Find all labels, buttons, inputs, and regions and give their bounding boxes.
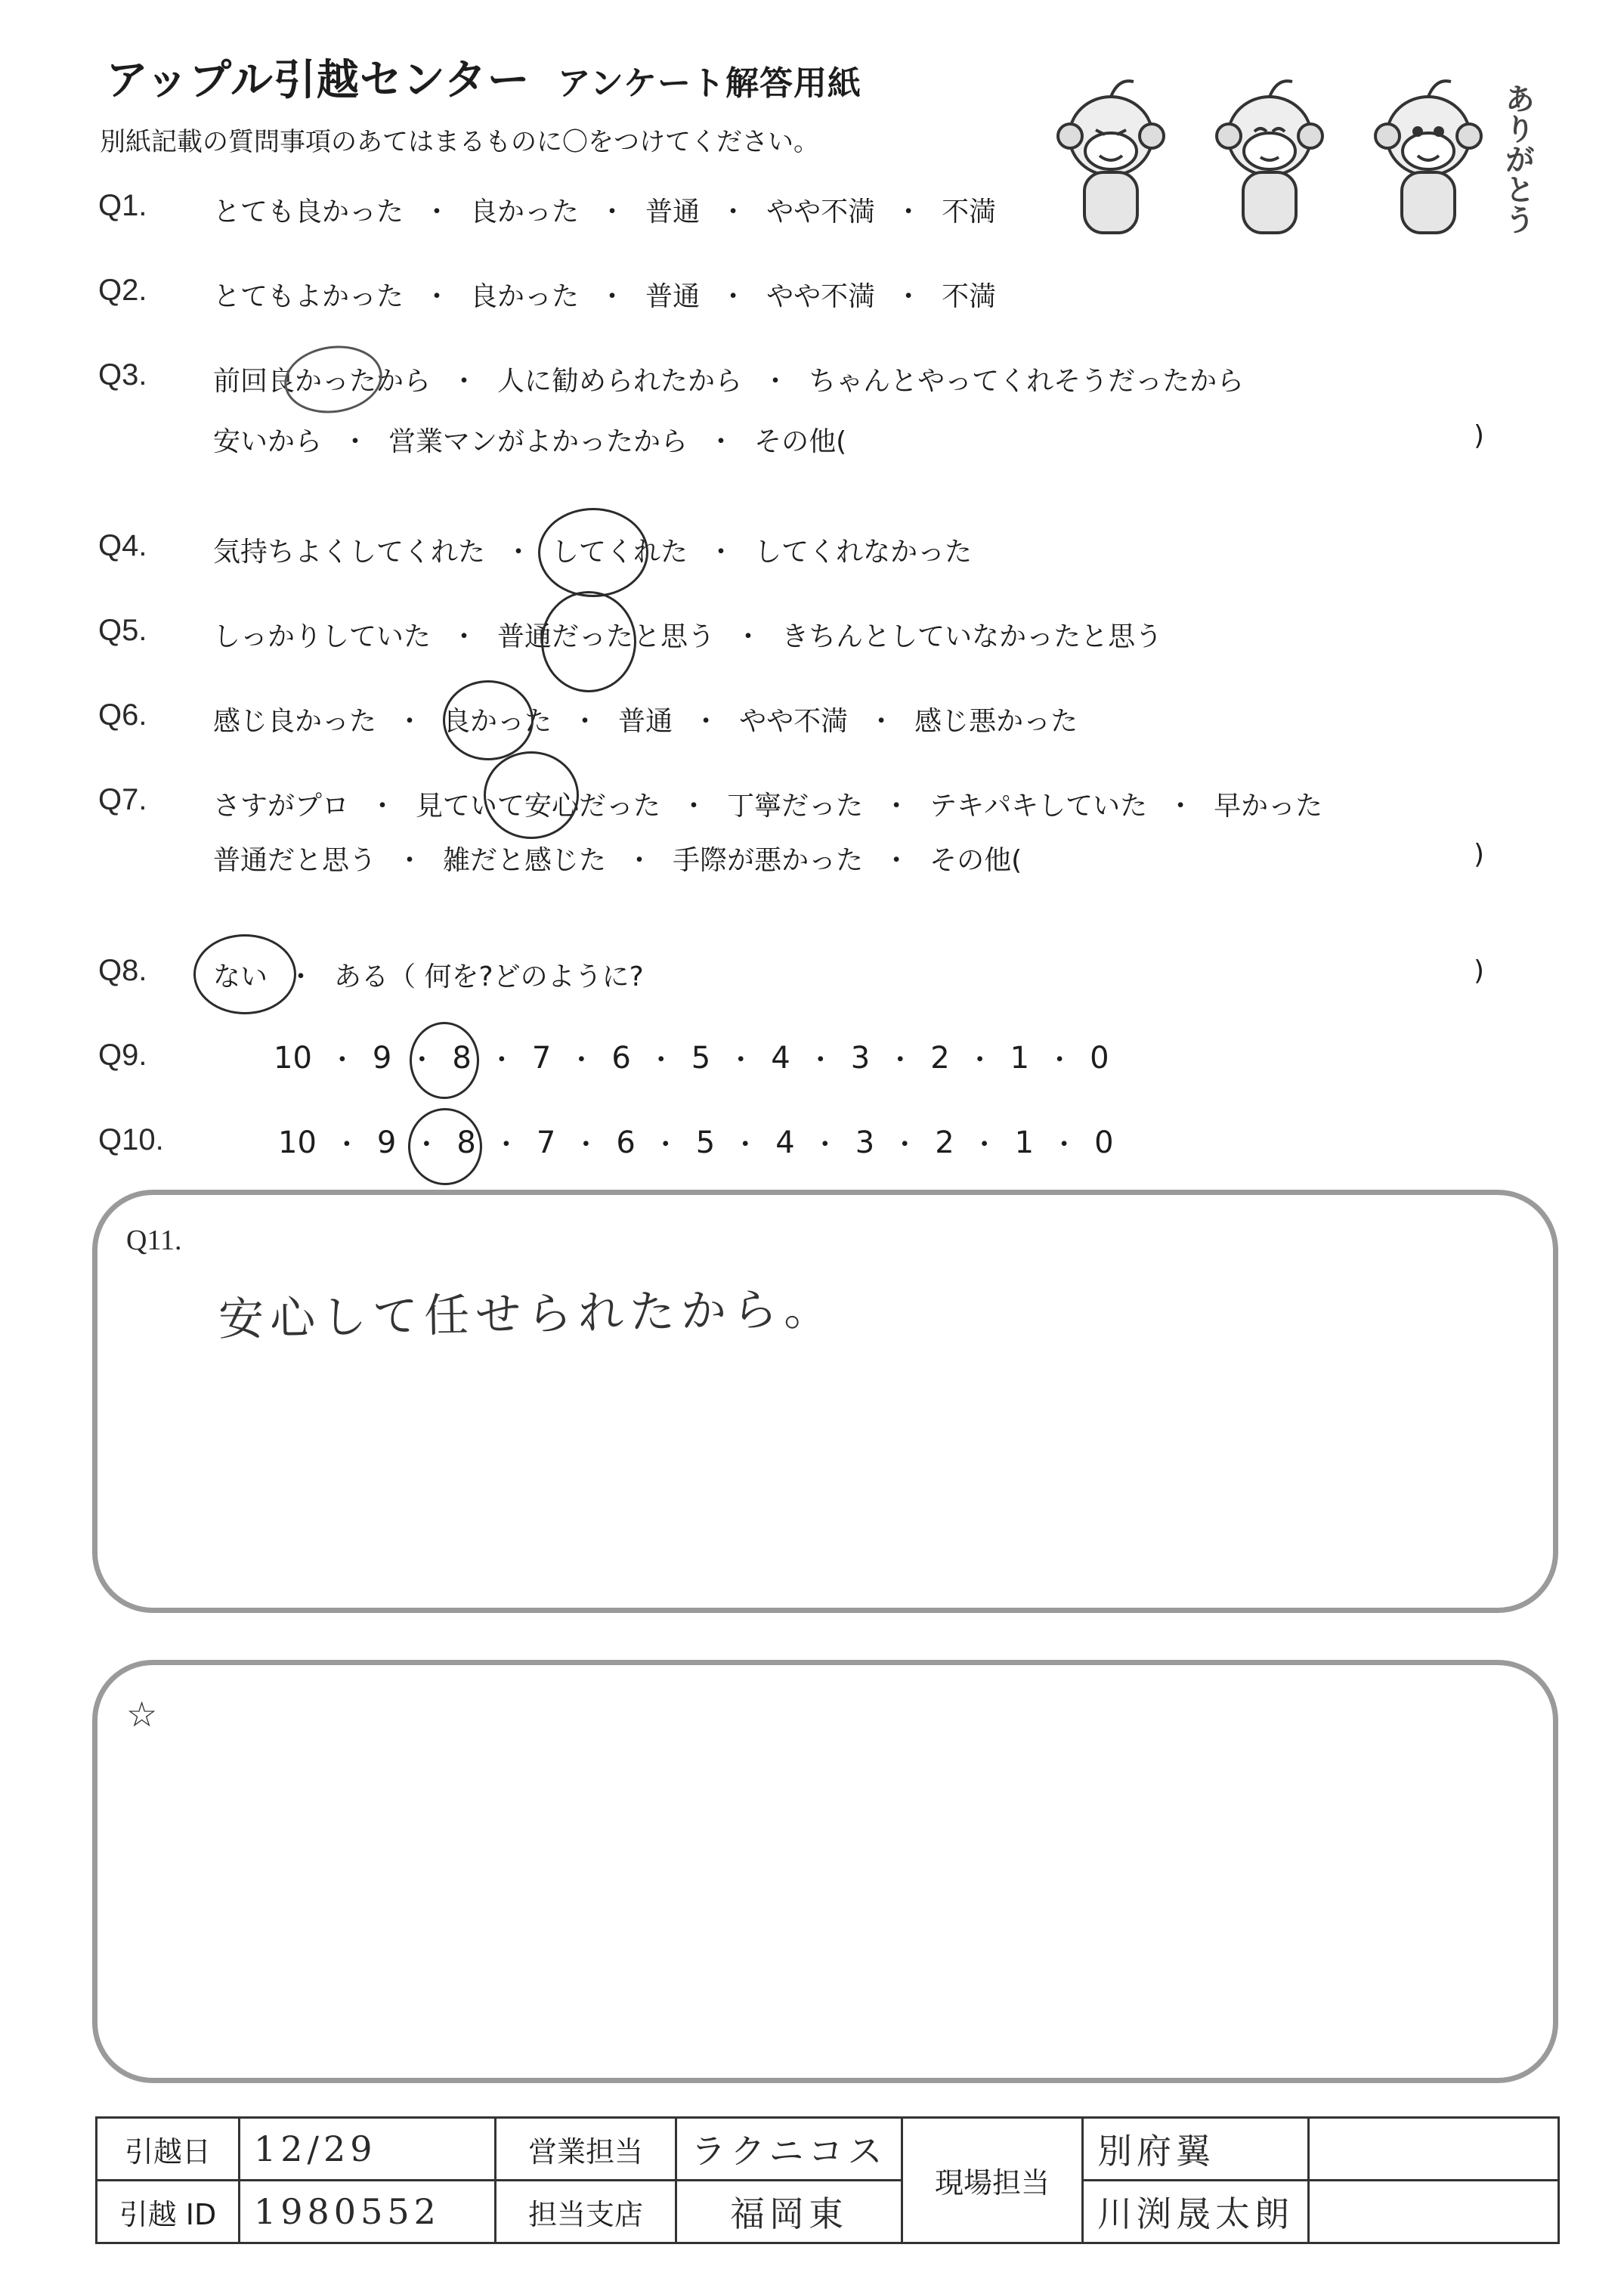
q1-label: Q1. [98, 189, 147, 222]
empty-cell [1309, 2181, 1559, 2243]
q7-option[interactable]: テキパキしていた [930, 791, 1148, 822]
move-id-value: 1980552 [240, 2181, 496, 2243]
q7-option[interactable]: 普通だと思う [213, 845, 377, 876]
q1-option[interactable]: とても良かった [213, 197, 404, 228]
q9-score-9[interactable]: 9 [372, 1040, 392, 1076]
star-label: ☆ [126, 1695, 158, 1734]
move-date-value: 12/29 [240, 2118, 496, 2181]
q5-label: Q5. [98, 614, 147, 647]
q5-option[interactable]: きちんとしていなかったと思う [781, 621, 1163, 652]
staff-info-table [95, 2116, 1560, 2244]
q4-options: 気持ちよくしてくれた ・ してくれた ・ してくれなかった [213, 531, 972, 569]
q5-option[interactable]: しっかりしていた [213, 621, 432, 652]
form-title: アンケート解答用紙 [557, 64, 861, 103]
q7-option[interactable]: 丁寧だった [727, 791, 864, 822]
q2-label: Q2. [98, 274, 147, 307]
q3-option[interactable]: 営業マンがよかったから [388, 426, 688, 457]
q1-option[interactable]: 良かった [470, 197, 580, 228]
q9-score-6[interactable]: 6 [611, 1040, 631, 1076]
monkey-mascots-illustration [1028, 53, 1557, 249]
q5-options: しっかりしていた ・ 普通だったと思う ・ きちんとしていなかったと思う [213, 615, 1162, 654]
q9-label: Q9. [98, 1039, 147, 1072]
q1-options: とても良かった ・ 良かった ・ 普通 ・ やや不満 ・ 不満 [213, 190, 996, 229]
q8-options: ない ・ ある（ 何を?どのように? [213, 955, 644, 994]
q2-options: とてもよかった ・ 良かった ・ 普通 ・ やや不満 ・ 不満 [213, 275, 996, 314]
q7-options-line1: さすがプロ ・ 見ていて安心だった ・ 丁寧だった ・ テキパキしていた ・ 早かった [213, 785, 1322, 823]
q10-score-10[interactable]: 10 [278, 1125, 317, 1160]
q10-score-2[interactable]: 2 [935, 1125, 954, 1160]
q7-option[interactable]: 雑だと感じた [443, 845, 607, 876]
empty-cell [1309, 2118, 1559, 2181]
q1-option[interactable]: 普通 [645, 197, 701, 228]
q2-option[interactable]: とてもよかった [213, 281, 404, 312]
q3-option[interactable]: ちゃんとやってくれそうだったから [809, 366, 1245, 397]
q6-option[interactable]: やや不満 [739, 706, 849, 737]
q10-score-4[interactable]: 4 [775, 1125, 795, 1160]
move-id-label: 引越 ID [97, 2181, 240, 2243]
instruction-text: 別紙記載の質問事項のあてはまるものに〇をつけてください。 [100, 127, 819, 157]
q7-label: Q7. [98, 783, 147, 816]
move-date-label: 引越日 [97, 2118, 240, 2181]
q9-score-5[interactable]: 5 [691, 1040, 711, 1076]
q9-score-4[interactable]: 4 [771, 1040, 790, 1076]
q10-score-9[interactable]: 9 [376, 1125, 397, 1160]
q3-label: Q3. [98, 358, 147, 392]
mascot-caption: ありがとう [1500, 83, 1535, 234]
q8-close-paren: ) [1474, 955, 1485, 986]
sales-label: 営業担当 [496, 2118, 676, 2181]
q6-option-selected[interactable]: 良かった [443, 706, 552, 737]
site-staff-value-1: 別府翼 [1083, 2118, 1309, 2181]
q8-label: Q8. [98, 954, 147, 987]
q4-label: Q4. [98, 529, 147, 562]
company-name: アップル引越センター [106, 56, 531, 105]
q3-option[interactable]: 安いから [213, 426, 323, 457]
q4-option[interactable]: 気持ちよくしてくれた [213, 537, 486, 568]
site-staff-label: 現場担当 [902, 2118, 1083, 2243]
q11-handwritten-answer: 安心して任せられたから。 [218, 1282, 836, 1347]
q10-label: Q10. [98, 1123, 164, 1156]
q11-label: Q11. [126, 1224, 182, 1256]
q11-comment-box[interactable] [92, 1190, 1558, 1613]
q7-close-paren: ) [1474, 839, 1485, 870]
q2-option[interactable]: 普通 [645, 281, 701, 312]
q10-score-3[interactable]: 3 [855, 1125, 875, 1160]
q6-option[interactable]: 感じ悪かった [914, 706, 1078, 737]
q8-option-selected[interactable]: ない [213, 961, 268, 992]
q7-option[interactable]: さすがプロ [213, 791, 350, 822]
q4-option-selected[interactable]: してくれた [552, 537, 688, 568]
q4-option[interactable]: してくれなかった [754, 537, 973, 568]
q9-score-2[interactable]: 2 [930, 1040, 950, 1076]
q8-option[interactable]: ある（ 何を?どのように? [334, 961, 644, 992]
q10-score-0[interactable]: 0 [1094, 1125, 1114, 1160]
q3-other-option[interactable]: その他( [754, 426, 847, 457]
q7-other-option[interactable]: その他( [930, 845, 1022, 876]
q3-close-paren: ) [1474, 420, 1485, 451]
q10-score-7[interactable]: 7 [536, 1125, 556, 1160]
q7-options-line2: 普通だと思う ・ 雑だと感じた ・ 手際が悪かった ・ その他( [213, 839, 1022, 878]
sales-value: ラクニコス [676, 2118, 902, 2181]
q9-scale: 10 ・ 9 ・ 8 ・ 7 ・ 6 ・ 5 ・ 4 ・ 3 ・ 2 ・ 1 ・ 0 [274, 1040, 1109, 1076]
q5-option-selected[interactable]: 普通だったと思う [497, 621, 716, 652]
q6-options: 感じ良かった ・ 良かった ・ 普通 ・ やや不満 ・ 感じ悪かった [213, 700, 1078, 738]
q9-score-1[interactable]: 1 [1010, 1040, 1030, 1076]
q7-option[interactable]: 手際が悪かった [673, 845, 864, 876]
branch-value: 福岡東 [676, 2181, 902, 2243]
q3-options-line1: 前回良かったから ・ 人に勧められたから ・ ちゃんとやってくれそうだったから [213, 360, 1244, 398]
q6-option[interactable]: 普通 [618, 706, 673, 737]
q10-score-6[interactable]: 6 [616, 1125, 636, 1160]
site-staff-value-2: 川渕晟太朗 [1083, 2181, 1309, 2243]
form-header [106, 47, 861, 107]
q9-score-7[interactable]: 7 [531, 1040, 552, 1076]
q10-score-1[interactable]: 1 [1014, 1125, 1035, 1160]
q6-option[interactable]: 感じ良かった [213, 706, 377, 737]
q3-option[interactable]: 人に勧められたから [497, 366, 743, 397]
star-comment-box[interactable] [92, 1660, 1558, 2083]
q1-option[interactable]: 不満 [942, 197, 997, 228]
branch-label: 担当支店 [496, 2181, 676, 2243]
q9-score-8-selected[interactable]: 8 [452, 1040, 472, 1076]
q9-score-10[interactable]: 10 [274, 1040, 312, 1076]
q2-option[interactable]: やや不満 [766, 281, 876, 312]
q3-options-line2: 安いから ・ 営業マンがよかったから ・ その他( [213, 420, 846, 459]
q7-option[interactable]: 早かった [1214, 791, 1323, 822]
q2-option[interactable]: 良かった [470, 281, 580, 312]
q10-score-8-selected[interactable]: 8 [456, 1125, 476, 1160]
q6-label: Q6. [98, 698, 147, 732]
q1-option[interactable]: やや不満 [766, 197, 876, 228]
q10-scale: 10 ・ 9 ・ 8 ・ 7 ・ 6 ・ 5 ・ 4 ・ 3 ・ 2 ・ 1 ・ 0 [278, 1125, 1114, 1160]
q10-score-5[interactable]: 5 [695, 1125, 716, 1160]
q3-option[interactable]: 前回良かったから [213, 366, 432, 397]
q2-option[interactable]: 不満 [942, 281, 997, 312]
q7-option-selected[interactable]: 見ていて安心だった [416, 791, 661, 822]
q9-score-0[interactable]: 0 [1090, 1040, 1109, 1076]
q9-score-3[interactable]: 3 [850, 1040, 871, 1076]
